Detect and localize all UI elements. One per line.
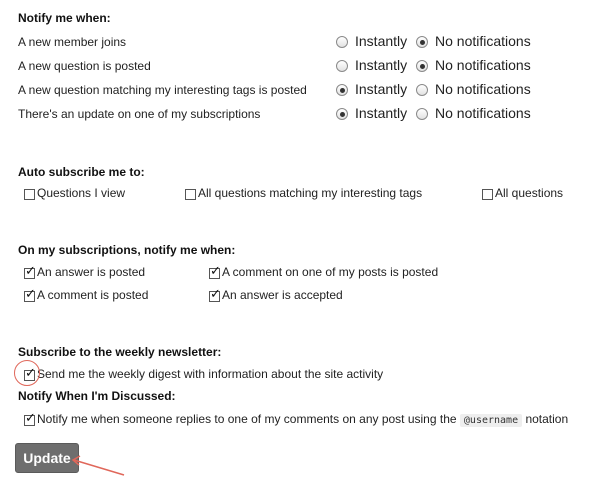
discussed-label-before: Notify me when someone replies to one of my comments on any post using the <box>37 412 457 426</box>
checkbox-label-comment-posted: A comment is posted <box>37 288 149 302</box>
auto-subscribe-heading: Auto subscribe me to: <box>18 165 145 179</box>
checkbox-label-answer-accepted: An answer is accepted <box>222 288 343 302</box>
checkbox-label-questions-matching-tags: All questions matching my interesting tags <box>198 186 423 200</box>
checkmark-icon: ✓ <box>25 264 36 279</box>
checkmark-icon: ✓ <box>25 287 36 302</box>
radio-label-instantly: Instantly <box>355 33 408 49</box>
checkbox-label-questions-i-view: Questions I view <box>37 186 126 200</box>
username-code-tag: @username <box>460 414 522 427</box>
notify-row-label: There's an update on one of my subscriptions <box>18 107 261 121</box>
radio-label-no-notifications: No notifications <box>435 57 531 73</box>
notify-row-label: A new question matching my interesting tags is posted <box>18 83 307 97</box>
radio-label-instantly: Instantly <box>355 105 408 121</box>
checkmark-icon: ✓ <box>25 411 36 426</box>
subscriptions-heading: On my subscriptions, notify me when: <box>18 243 236 257</box>
checkbox-label-all-questions: All questions <box>495 186 564 200</box>
checkbox-label-comment-on-my-posts: A comment on one of my posts is posted <box>222 265 439 279</box>
radio-label-no-notifications: No notifications <box>435 33 531 49</box>
newsletter-heading: Subscribe to the weekly newsletter: <box>18 345 222 359</box>
notify-heading: Notify me when: <box>18 11 111 25</box>
radio-label-instantly: Instantly <box>355 81 408 97</box>
checkmark-icon: ✓ <box>210 287 221 302</box>
checkmark-icon: ✓ <box>210 264 221 279</box>
checkbox-label-answer-posted: An answer is posted <box>37 265 146 279</box>
update-button[interactable]: Update <box>15 443 79 473</box>
checkmark-icon: ✓ <box>25 366 36 381</box>
notify-row-label: A new question is posted <box>18 59 151 73</box>
discussed-heading: Notify When I'm Discussed: <box>18 389 176 403</box>
radio-label-no-notifications: No notifications <box>435 81 531 97</box>
radio-label-instantly: Instantly <box>355 57 408 73</box>
checkbox-label-weekly-digest: Send me the weekly digest with information about the site activity <box>37 367 384 381</box>
notify-row-label: A new member joins <box>18 35 127 49</box>
discussed-label-after: notation <box>525 412 569 426</box>
radio-label-no-notifications: No notifications <box>435 105 531 121</box>
